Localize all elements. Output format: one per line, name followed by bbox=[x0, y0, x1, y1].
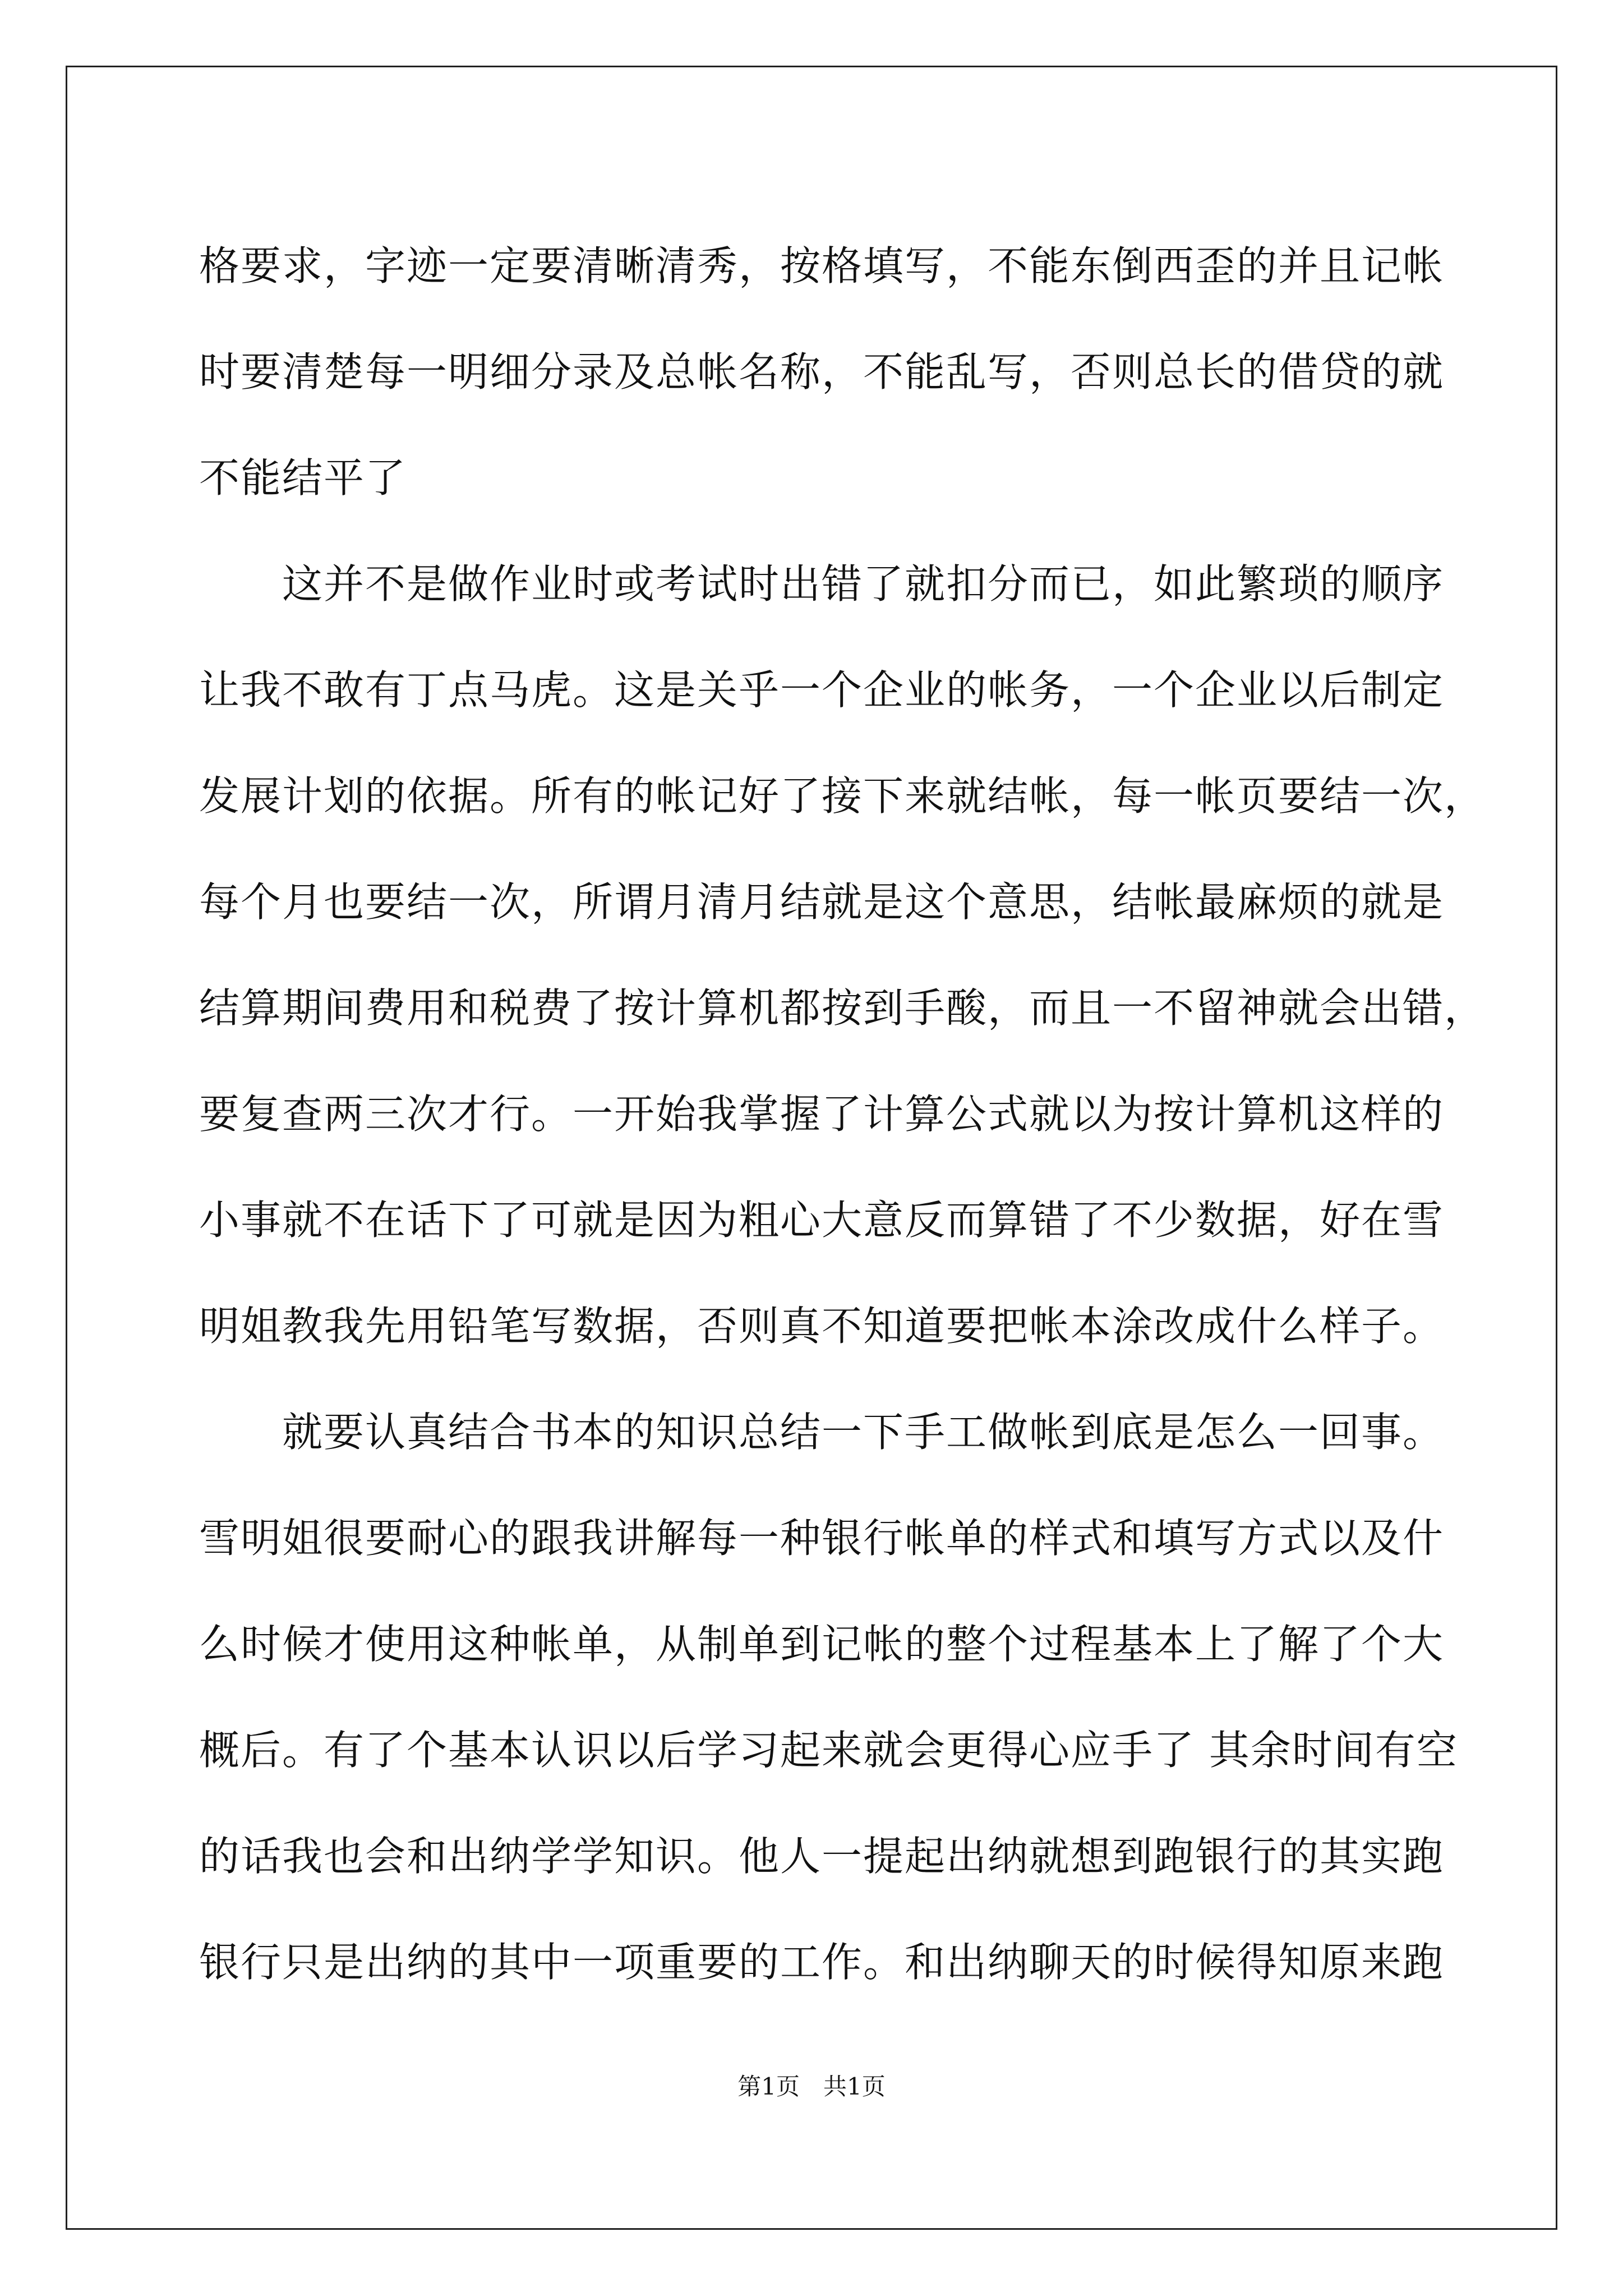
text-line: 时要清楚每一明细分录及总帐名称，不能乱写，否则总长的借贷的就 bbox=[199, 348, 1445, 395]
document-body bbox=[199, 213, 1486, 2016]
page-number-footer: 第1页 共1页 bbox=[737, 2073, 886, 2100]
text-line: 概后。有了个基本认识以后学习起来就会更得心应手了 其余时间有空 bbox=[199, 1727, 1458, 1774]
text-line: 雪明姐很要耐心的跟我讲解每一种银行帐单的样式和填写方式以及什 bbox=[199, 1515, 1445, 1562]
text-line: 让我不敢有丁点马虎。这是关乎一个企业的帐务，一个企业以后制定 bbox=[199, 666, 1445, 714]
text-line: 每个月也要结一次，所谓月清月结就是这个意思，结帐最麻烦的就是 bbox=[199, 878, 1445, 926]
text-line: 要复查两三次才行。一开始我掌握了计算公式就以为按计算机这样的 bbox=[199, 1091, 1445, 1138]
text-line: 这并不是做作业时或考试时出错了就扣分而已，如此繁琐的顺序 bbox=[199, 560, 1445, 608]
text-line: 不能结平了 bbox=[199, 454, 407, 501]
text-line: 格要求，字迹一定要清晰清秀，按格填写，不能东倒西歪的并且记帐 bbox=[199, 242, 1445, 289]
text-line: 发展计划的依据。所有的帐记好了接下来就结帐，每一帐页要结一次， bbox=[199, 772, 1486, 820]
text-line: 明姐教我先用铅笔写数据，否则真不知道要把帐本涂改成什么样子。 bbox=[199, 1303, 1445, 1350]
text-line: 结算期间费用和税费了按计算机都按到手酸，而且一不留神就会出错， bbox=[199, 984, 1486, 1032]
text-line: 银行只是出纳的其中一项重要的工作。和出纳聊天的时候得知原来跑 bbox=[199, 1939, 1445, 1986]
text-line: 的话我也会和出纳学学知识。他人一提起出纳就想到跑银行的其实跑 bbox=[199, 1833, 1445, 1880]
text-line: 就要认真结合书本的知识总结一下手工做帐到底是怎么一回事。 bbox=[199, 1409, 1445, 1456]
text-line: 么时候才使用这种帐单，从制单到记帐的整个过程基本上了解了个大 bbox=[199, 1621, 1445, 1668]
text-line: 小事就不在话下了可就是因为粗心大意反而算错了不少数据，好在雪 bbox=[199, 1197, 1445, 1244]
